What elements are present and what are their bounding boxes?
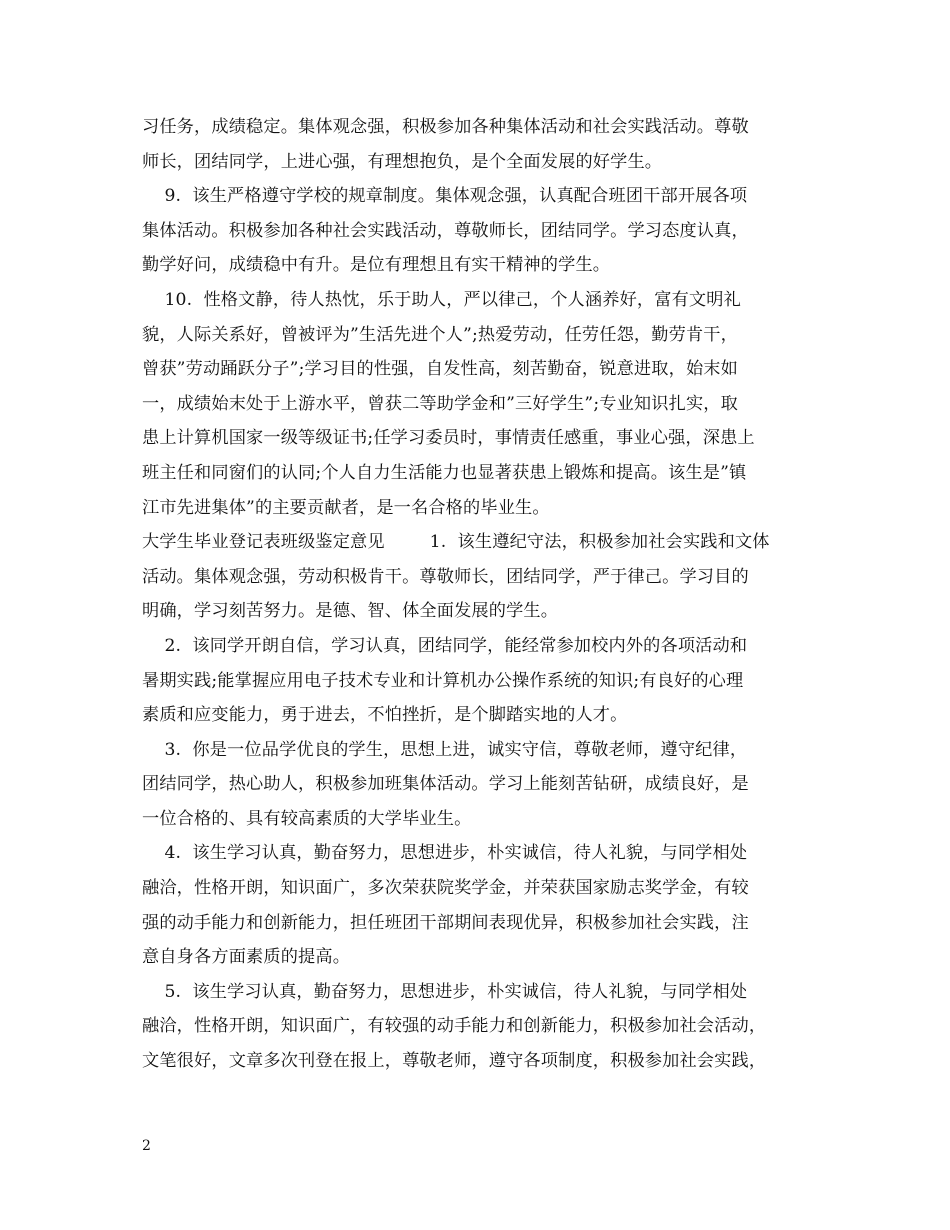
text-line: 一位合格的、具有较高素质的大学毕业生。 xyxy=(142,808,472,829)
text-line: 习任务，成绩稳定。集体观念强，积极参加各种集体活动和社会实践活动。尊敬 xyxy=(142,117,749,137)
text-line: 貌，人际关系好，曾被评为”生活先进个人”;热爱劳动，任劳任怨，勤劳肯干， xyxy=(142,324,738,345)
text-line: 团结同学，热心助人，积极参加班集体活动。学习上能刻苦钻研，成绩良好，是 xyxy=(142,774,749,795)
text-line: 10. 性格文静，待人热忱，乐于助人，严以律己，个人涵养好，富有文明礼 xyxy=(142,289,741,310)
text-line: 强的动手能力和创新能力，担任班团干部期间表现优异，积极参加社会实践，注 xyxy=(142,912,749,933)
text-line: 4. 该生学习认真，勤奋努力，思想进步，朴实诚信，待人礼貌，与同学相处 xyxy=(142,843,748,864)
text-line: 班主任和同窗们的认同;个人自力生活能力也显著获患上锻炼和提高。该生是”镇 xyxy=(142,462,747,483)
text-line: 意自身各方面素质的提高。 xyxy=(142,947,351,968)
text-line: 文笔很好，文章多次刊登在报上，尊敬老师，遵守各项制度，积极参加社会实践， xyxy=(142,1051,767,1072)
text-line: 2. 该同学开朗自信，学习认真，团结同学，能经常参加校内外的各项活动和 xyxy=(142,635,748,656)
page-number: 2 xyxy=(142,1138,151,1154)
text-line: 大学生毕业登记表班级鉴定意见 1. 该生遵纪守法，积极参加社会实践和文体 xyxy=(142,532,770,553)
text-line: 师长，团结同学，上进心强，有理想抱负，是个全面发展的好学生。 xyxy=(142,151,663,172)
text-line: 暑期实践;能掌握应用电子技术专业和计算机办公操作系统的知识;有良好的心理 xyxy=(142,670,744,691)
text-line: 活动。集体观念强，劳动积极肯干。尊敬师长，团结同学，严于律己。学习目的 xyxy=(142,566,749,587)
text-line: 明确，学习刻苦努力。是德、智、体全面发展的学生。 xyxy=(142,601,559,622)
text-line: 3. 你是一位品学优良的学生，思想上进，诚实守信，尊敬老师，遵守纪律， xyxy=(142,739,748,760)
text-line: 江市先进集体”的主要贡献者，是一名合格的毕业生。 xyxy=(142,497,550,518)
text-line: 素质和应变能力，勇于进去，不怕挫折，是个脚踏实地的人才。 xyxy=(142,705,628,726)
text-line: 曾获”劳动踊跃分子”;学习目的性强，自发性高，刻苦勤奋，锐意进取，始末如 xyxy=(142,359,738,380)
text-line: 勤学好问，成绩稳中有升。是位有理想且有实干精神的学生。 xyxy=(142,255,611,276)
text-line: 融洽，性格开朗，知识面广，多次荣获院奖学金，并荣获国家励志奖学金，有较 xyxy=(142,878,749,899)
body-text xyxy=(142,110,810,1079)
text-line: 一，成绩始末处于上游水平，曾获二等助学金和”三好学生”;专业知识扎实，取 xyxy=(142,393,738,414)
text-line: 集体活动。积极参加各种社会实践活动，尊敬师长，团结同学。学习态度认真， xyxy=(142,220,749,241)
text-line: 患上计算机国家一级等级证书;任学习委员时，事情责任感重，事业心强，深患上 xyxy=(142,428,755,449)
text-line: 融洽，性格开朗，知识面广，有较强的动手能力和创新能力，积极参加社会活动， xyxy=(142,1016,767,1037)
text-line: 9. 该生严格遵守学校的规章制度。集体观念强，认真配合班团干部开展各项 xyxy=(142,186,748,207)
text-line: 5. 该生学习认真，勤奋努力，思想进步，朴实诚信，待人礼貌，与同学相处 xyxy=(142,981,748,1002)
